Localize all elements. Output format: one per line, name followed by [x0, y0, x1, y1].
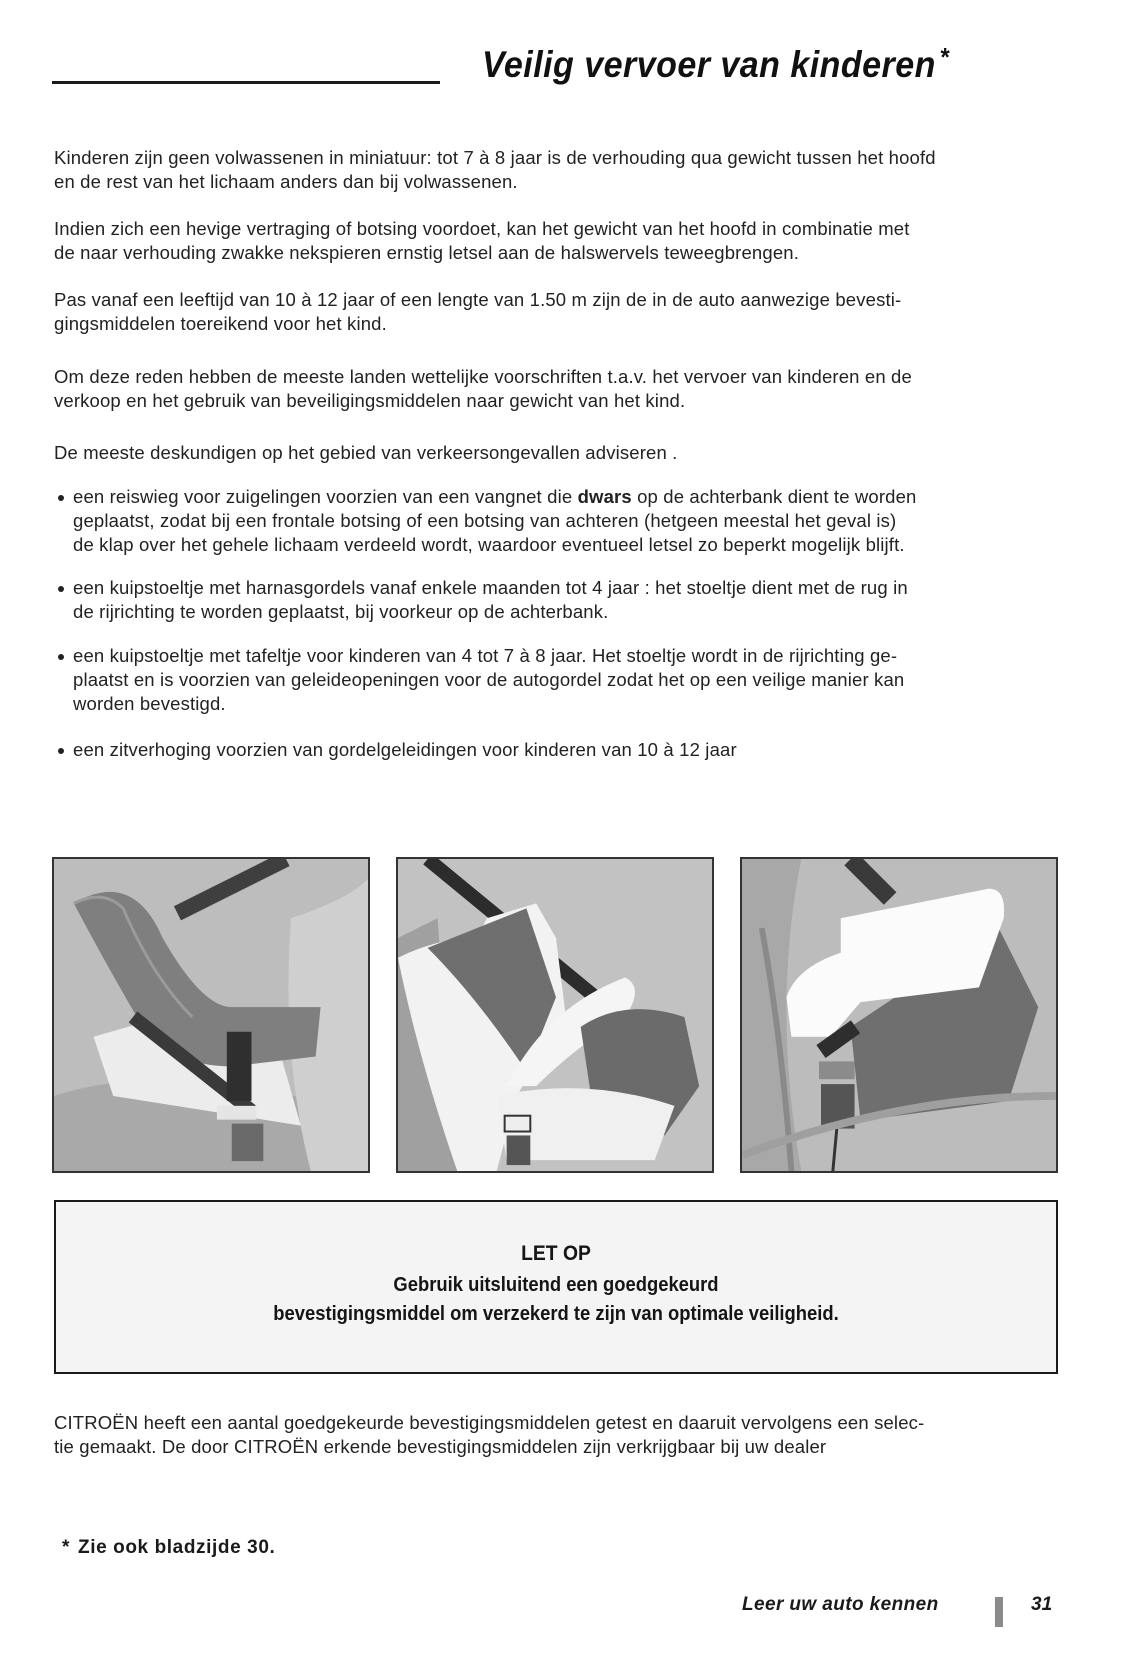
- bullet-icon: [58, 654, 64, 660]
- paragraph-line: Kinderen zijn geen volwassenen in miniatuur: tot 7 à 8 jaar is de verhouding qua gewicht tussen het hoofd: [54, 147, 936, 168]
- list-item-line: geplaatst, zodat bij een frontale botsing of een botsing van achteren (hetgeen meestal het geval is): [73, 510, 897, 531]
- title-footnote-marker: *: [939, 42, 950, 72]
- list-item-carrycot: [58, 485, 1058, 557]
- warning-line: Gebruik uitsluitend een goedgekeurd: [393, 1274, 719, 1296]
- bullet-icon: [58, 586, 64, 592]
- list-item-line: de klap over het gehele lichaam verdeeld wordt, waardoor eventueel letsel zo beperkt mogelijk blijft.: [73, 534, 905, 555]
- list-item-text: op de achterbank dient te worden: [631, 486, 917, 507]
- emphasis-text: dwars: [577, 486, 632, 507]
- page-title: [482, 44, 949, 86]
- title-rule: [52, 81, 440, 84]
- paragraph-regulations: [54, 365, 1064, 413]
- paragraph-line: en de rest van het lichaam anders dan bij volwassenen.: [54, 171, 518, 192]
- booster-cushion-image: [742, 859, 1056, 1171]
- paragraph-experts: [54, 441, 1064, 465]
- list-item-booster: [58, 738, 1058, 762]
- paragraph-collision: [54, 217, 1064, 265]
- paragraph-line: CITROËN heeft een aantal goedgekeurde bevestigingsmiddelen getest en daaruit vervolgens een selec-: [54, 1412, 925, 1433]
- bullet-icon: [58, 495, 64, 501]
- illustration-child-seat: [396, 857, 714, 1173]
- paragraph-line: Indien zich een hevige vertraging of botsing voordoet, kan het gewicht van het hoofd in combinatie met: [54, 218, 910, 239]
- paragraph-line: Pas vanaf een leeftijd van 10 à 12 jaar of een lengte van 1.50 m zijn de in de auto aanwezige bevesti-: [54, 289, 902, 310]
- page-number: 31: [1031, 1594, 1053, 1615]
- footnote: [62, 1537, 275, 1559]
- paragraph-line: de naar verhouding zwakke nekspieren ernstig letsel aan de halswervels teweegbrengen.: [54, 242, 799, 263]
- footnote-marker: *: [62, 1537, 70, 1558]
- list-item-line: plaatst en is voorzien van geleideopeningen voor de autogordel zodat het op een veilige manier kan: [73, 669, 905, 690]
- warning-box: [54, 1200, 1058, 1374]
- list-item-line: een kuipstoeltje met tafeltje voor kinderen van 4 tot 7 à 8 jaar. Het stoeltje wordt in de rijrichting ge-: [73, 645, 898, 666]
- paragraph-age-limit: [54, 288, 1064, 336]
- paragraph-intro: [54, 146, 1064, 194]
- warning-line: bevestigingsmiddel om verzekerd te zijn van optimale veiligheid.: [273, 1303, 839, 1325]
- list-item-line: [73, 485, 1058, 509]
- footer-divider: [995, 1597, 1003, 1627]
- page-title-text: Veilig vervoer van kinderen: [482, 44, 936, 85]
- paragraph-line: De meeste deskundigen op het gebied van verkeersongevallen adviseren .: [54, 442, 678, 463]
- list-item-line: een zitverhoging voorzien van gordelgeleidingen voor kinderen van 10 à 12 jaar: [73, 739, 737, 760]
- warning-heading: LET OP: [521, 1242, 591, 1265]
- list-item-line: de rijrichting te worden geplaatst, bij voorkeur op de achterbank.: [73, 601, 609, 622]
- paragraph-line: tie gemaakt. De door CITROËN erkende bevestigingsmiddelen zijn verkrijgbaar bij uw dealer: [54, 1436, 827, 1457]
- list-item-line: een kuipstoeltje met harnasgordels vanaf enkele maanden tot 4 jaar : het stoeltje dient met de rug in: [73, 577, 908, 598]
- list-item-tray-seat: [58, 644, 1058, 716]
- list-item-harness-seat: [58, 576, 1058, 624]
- paragraph-line: verkoop en het gebruik van beveiligingsmiddelen naar gewicht van het kind.: [54, 390, 686, 411]
- illustration-infant-carrier: [52, 857, 370, 1173]
- list-item-text: een reiswieg voor zuigelingen voorzien van een vangnet die: [73, 486, 578, 507]
- paragraph-line: gingsmiddelen toereikend voor het kind.: [54, 313, 387, 334]
- bullet-icon: [58, 748, 64, 754]
- infant-carrier-image: [54, 859, 368, 1171]
- paragraph-line: Om deze reden hebben de meeste landen wettelijke voorschriften t.a.v. het vervoer van kinderen en de: [54, 366, 912, 387]
- child-seat-image: [398, 859, 712, 1171]
- paragraph-citroen-approval: [54, 1411, 1064, 1459]
- list-item-line: worden bevestigd.: [73, 693, 226, 714]
- illustration-booster-cushion: [740, 857, 1058, 1173]
- footer-section-title: Leer uw auto kennen: [742, 1594, 939, 1615]
- footnote-text: Zie ook bladzijde 30.: [78, 1537, 276, 1558]
